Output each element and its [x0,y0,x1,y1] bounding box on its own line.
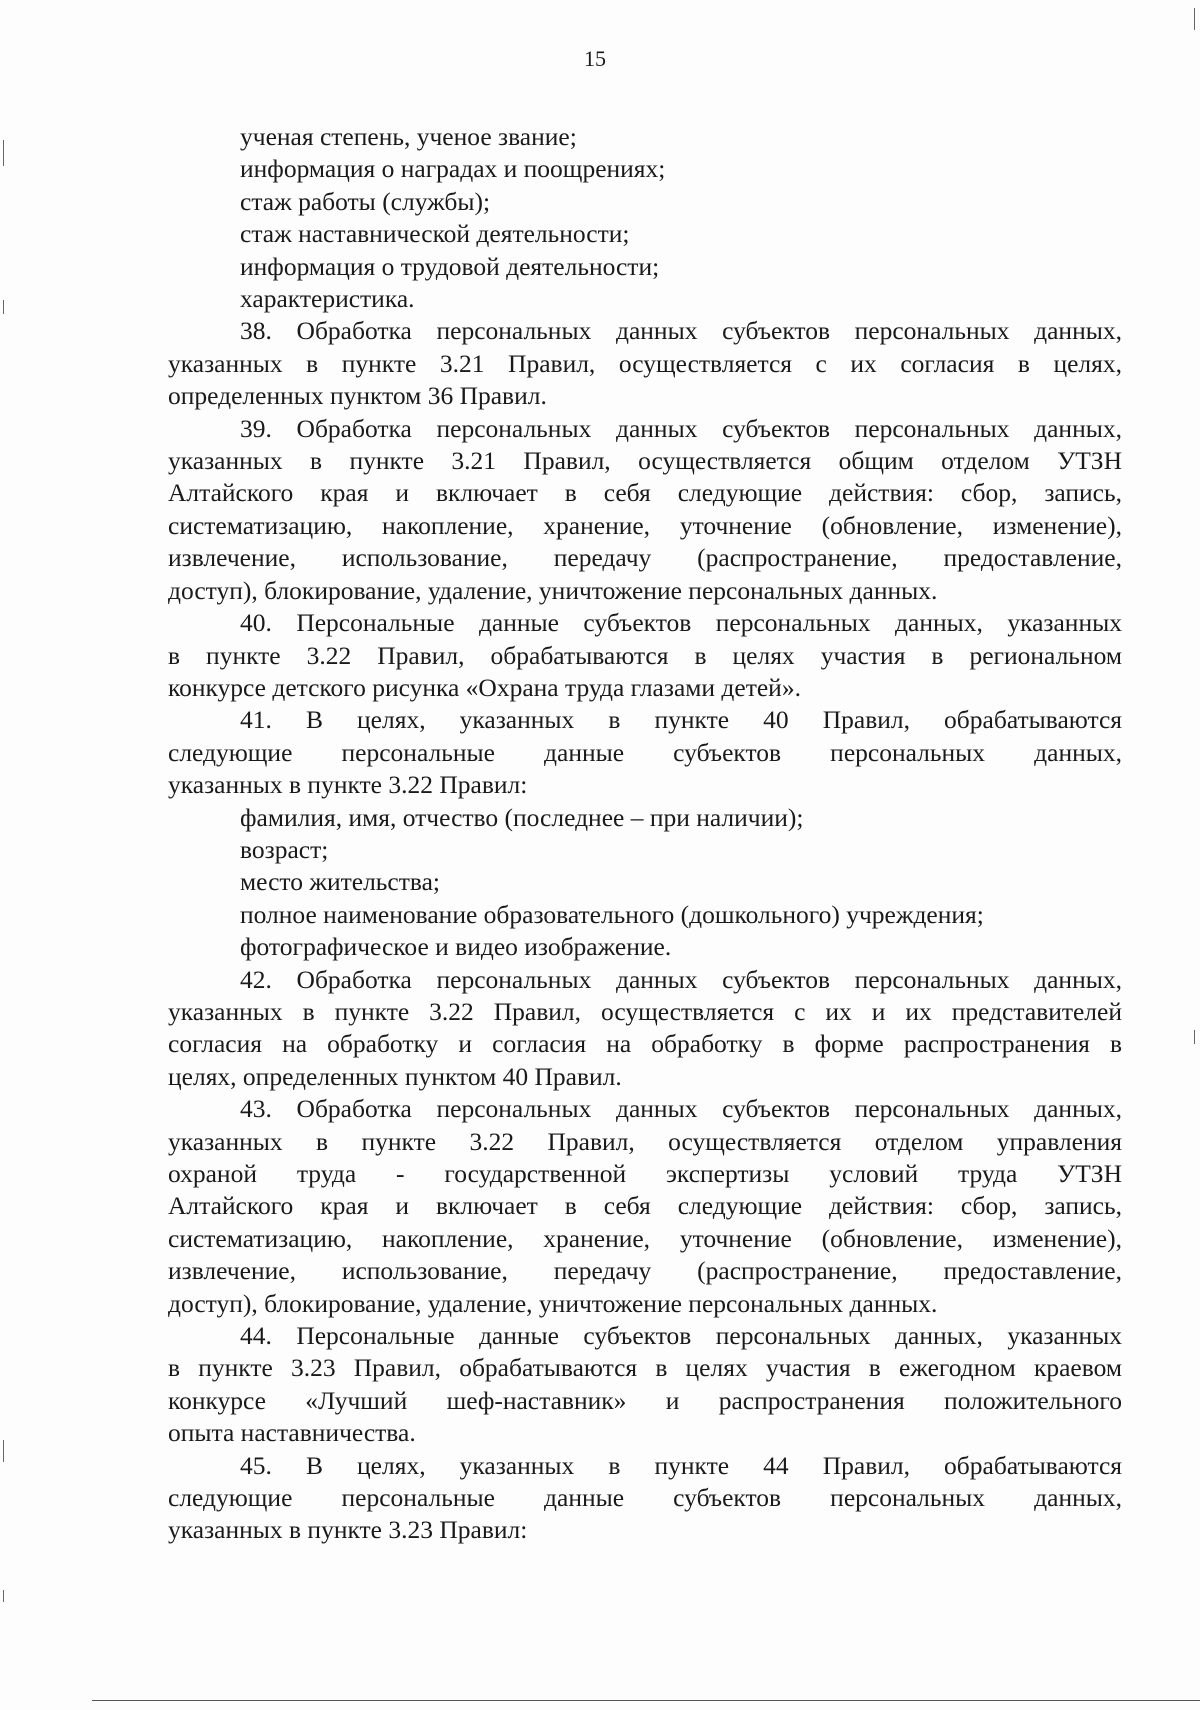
text-line: указанных в пункте 3.22 Правил, осуществляется отделом управления [168,1126,1122,1156]
text-line: 44. Персональные данные субъектов персональных данных, указанных [240,1321,1122,1351]
text-line: место жительства; [240,867,440,897]
text-line: следующие персональные данные субъектов персональных данных, [168,737,1122,767]
text-line: 39. Обработка персональных данных субъектов персональных данных, [240,413,1122,443]
text-line: полное наименование образовательного (дошкольного) учреждения; [240,899,984,929]
text-line: указанных в пункте 3.22 Правил: [168,770,528,800]
text-line: информация о трудовой деятельности; [240,251,660,281]
scan-artifact [1194,1030,1195,1044]
text-line: целях, определенных пунктом 40 Правил. [168,1061,622,1091]
text-line: извлечение, использование, передачу (распространение, предоставление, [168,543,1122,573]
text-line: фамилия, имя, отчество (последнее – при наличии); [240,802,804,832]
text-line: охраной труда - государственной экспертизы условий труда УТЗН [168,1159,1122,1188]
text-line: 43. Обработка персональных данных субъектов персональных данных, [240,1094,1122,1124]
text-line: в пункте 3.23 Правил, обрабатываются в целях участия в ежегодном краевом [168,1353,1122,1383]
text-line: указанных в пункте 3.21 Правил, осуществляется общим отделом УТЗН [168,446,1122,476]
text-line: опыта наставничества. [168,1418,416,1448]
scan-artifact [3,1590,4,1602]
text-line: Алтайского края и включает в себя следующие действия: сбор, запись, [168,478,1122,508]
text-line: стаж наставнической деятельности; [240,219,630,249]
text-line: извлечение, использование, передачу (распространение, предоставление, [168,1256,1122,1286]
text-line: определенных пунктом 36 Правил. [168,381,547,411]
text-line: возраст; [240,834,329,864]
scan-artifact [3,1440,4,1462]
scan-artifact [3,140,4,166]
scan-artifact [3,300,4,314]
text-line: стаж работы (службы); [240,186,491,216]
page-number: 15 [584,46,606,71]
text-line: информация о наградах и поощрениях; [240,154,666,184]
text-line: конкурсе детского рисунка «Охрана труда глазами детей». [168,672,801,702]
text-line: 41. В целях, указанных в пункте 40 Правил, обрабатываются [240,705,1122,735]
text-line: указанных в пункте 3.23 Правил: [168,1515,528,1545]
text-line: фотографическое и видео изображение. [240,932,672,962]
text-line: Алтайского края и включает в себя следующие действия: сбор, запись, [168,1191,1122,1221]
text-line: 38. Обработка персональных данных субъектов персональных данных, [240,316,1122,346]
text-line: конкурсе «Лучший шеф-наставник» и распространения положительного [168,1385,1122,1415]
text-line: 40. Персональные данные субъектов персональных данных, указанных [240,608,1122,638]
text-line: характеристика. [240,284,415,314]
text-line: следующие персональные данные субъектов персональных данных, [168,1483,1122,1513]
text-line: систематизацию, накопление, хранение, уточнение (обновление, изменение), [168,510,1122,540]
text-line: ученая степень, ученое звание; [240,122,577,151]
text-line: указанных в пункте 3.21 Правил, осуществляется с их согласия в целях, [168,348,1122,378]
text-line: согласия на обработку и согласия на обработку в форме распространения в [168,1029,1122,1059]
text-line: доступ), блокирование, удаление, уничтожение персональных данных. [168,1288,938,1318]
text-line: указанных в пункте 3.22 Правил, осуществляется с их и их представителей [168,996,1122,1026]
scan-artifact [1194,8,1195,30]
page-bottom-edge [92,1700,1200,1701]
text-line: в пункте 3.22 Правил, обрабатываются в целях участия в региональном [168,640,1122,670]
document-body [168,121,1122,1547]
text-line: систематизацию, накопление, хранение, уточнение (обновление, изменение), [168,1223,1122,1253]
text-line: 45. В целях, указанных в пункте 44 Правил, обрабатываются [240,1450,1122,1480]
text-line: 42. Обработка персональных данных субъектов персональных данных, [240,964,1122,994]
text-line: доступ), блокирование, удаление, уничтожение персональных данных. [168,575,938,605]
